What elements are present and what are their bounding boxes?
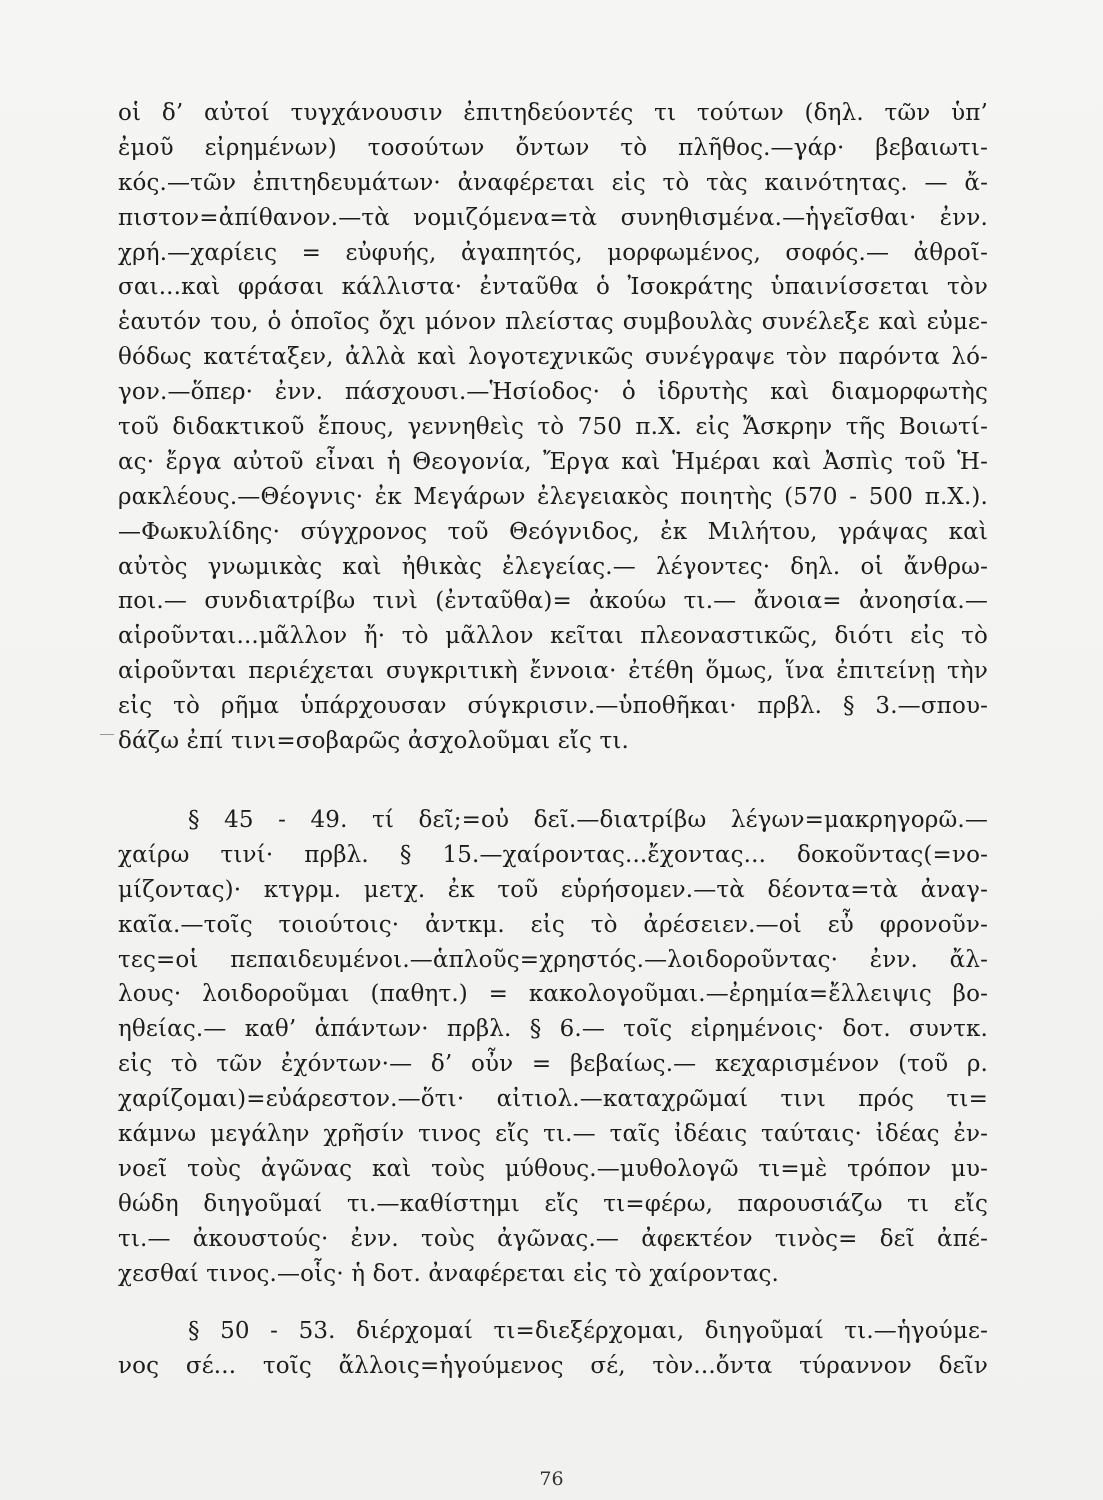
text-line: χεσθαί τινος.—οἷς· ἡ δοτ. ἀναφέρεται εἰς τὸ χαίροντας. — [118, 1260, 780, 1287]
text-line: μίζοντας)· κτγρμ. μετχ. ἐκ τοῦ εὑρήσομεν.—τὰ δέοντα=τὰ ἀναγ- — [118, 876, 988, 903]
text-line: σαι...καὶ φράσαι κάλλιστα· ἐνταῦθα ὁ Ἰσοκράτης ὑπαινίσσεται τὸν — [118, 274, 988, 301]
text-line: αἱροῦνται περιέχεται συγκριτικὴ ἔννοια· ἐτέθη ὅμως, ἵνα ἐπιτείνῃ τὴν — [118, 658, 988, 685]
text-line: θόδως κατέταξεν, ἀλλὰ καὶ λογοτεχνικῶς συνέγραψε τὸν παρόντα λό- — [118, 344, 988, 371]
text-line: τοῦ διδακτικοῦ ἔπους, γεννηθεὶς τὸ 750 π.Χ. εἰς Ἄσκρην τῆς Βοιωτί- — [118, 414, 988, 441]
text-line: § 50 - 53. διέρχομαί τι=διεξέρχομαι, διηγοῦμαί τι.—ἡγούμε- — [188, 1318, 988, 1344]
text-line: θώδη διηγοῦμαί τι.—καθίστημι εἴς τι=φέρω, παρουσιάζω τι εἴς — [118, 1190, 988, 1217]
paragraph-commentary-intro — [118, 96, 988, 759]
text-line: —Φωκυλίδης· σύγχρονος τοῦ Θεόγνιδος, ἐκ Μιλήτου, γράψας καὶ — [118, 518, 988, 545]
text-line: εἰς τὸ τῶν ἐχόντων·— δ’ οὖν = βεβαίως.— κεχαρισμένον (τοῦ ρ. — [118, 1051, 988, 1078]
text-line: γον.—ὅπερ· ἐνν. πάσχουσι.—Ἡσίοδος· ὁ ἱδρυτὴς καὶ διαμορφωτὴς — [118, 379, 988, 406]
paragraph-section-50-53 — [118, 1314, 988, 1384]
text-line: οἱ δ’ αὐτοί τυγχάνουσιν ἐπιτηδεύοντές τι τούτων (δηλ. τῶν ὑπ’ — [118, 100, 988, 126]
text-line: ἐμοῦ εἰρημένων) τοσούτων ὄντων τὸ πλῆθος.—γάρ· βεβαιωτι- — [118, 134, 988, 161]
text-line: ας· ἔργα αὐτοῦ εἶναι ἡ Θεογονία, Ἔργα καὶ Ἡμέραι καὶ Ἀσπὶς τοῦ Ἡ- — [118, 448, 988, 475]
text-line: χρή.—χαρίεις = εὐφυής, ἀγαπητός, μορφωμένος, σοφός.— ἀθροῖ- — [118, 239, 988, 266]
text-line: ρακλέους.—Θέογνις· ἐκ Μεγάρων ἐλεγειακὸς ποιητὴς (570 - 500 π.Χ.). — [118, 483, 988, 510]
text-line: κός.—τῶν ἐπιτηδευμάτων· ἀναφέρεται εἰς τὸ τὰς καινότητας. — ἄ- — [118, 169, 988, 196]
text-line: ἑαυτόν του, ὁ ὁποῖος ὄχι μόνον πλείστας συμβουλὰς συνέλεξε καὶ εὐμε- — [118, 309, 988, 336]
text-line: χαίρω τινί· πρβλ. § 15.—χαίροντας...ἔχοντας... δοκοῦντας(=νο- — [118, 841, 988, 868]
text-line: νος σέ... τοῖς ἄλλοις=ἡγούμενος σέ, τὸν...ὄντα τύραννον δεῖν — [118, 1352, 988, 1379]
text-line: τι.— ἀκουστούς· ἐνν. τοὺς ἀγῶνας.— ἀφεκτέον τινὸς= δεῖ ἀπέ- — [118, 1225, 988, 1252]
text-line: αἱροῦνται...μᾶλλον ἤ· τὸ μᾶλλον κεῖται πλεοναστικῶς, διότι εἰς τὸ — [118, 623, 988, 650]
text-line: εἰς τὸ ρῆμα ὑπάρχουσαν σύγκρισιν.—ὑποθῆκαι· πρβλ. § 3.—σπου- — [118, 693, 988, 720]
text-line: ποι.— συνδιατρίβω τινὶ (ἐνταῦθα)= ἀκούω τι.— ἄνοια= ἀνοησία.— — [118, 588, 988, 615]
text-line: κάμνω μεγάλην χρῆσίν τινος εἴς τι.— ταῖς ἰδέαις ταύταις· ἰδέας ἐν- — [118, 1121, 988, 1148]
margin-mark — [100, 734, 114, 735]
page-number: 76 — [539, 1468, 564, 1490]
text-line: λους· λοιδοροῦμαι (παθητ.) = κακολογοῦμαι.—ἐρημία=ἔλλειψις βο- — [118, 981, 988, 1008]
text-line: χαρίζομαι)=εὐάρεστον.—ὅτι· αἰτιολ.—καταχρῶμαί τινι πρός τι= — [118, 1086, 988, 1113]
text-line: δάζω ἐπί τινι=σοβαρῶς ἀσχολοῦμαι εἴς τι. — [118, 728, 629, 755]
text-line: αὐτὸς γνωμικὰς καὶ ἠθικὰς ἐλεγείας.— λέγοντες· δηλ. οἱ ἄνθρω- — [118, 553, 988, 580]
text-line: νοεῖ τοὺς ἀγῶνας καὶ τοὺς μύθους.—μυθολογῶ τι=μὲ τρόπον μυ- — [118, 1155, 988, 1182]
text-line: πιστον=ἀπίθανον.—τὰ νομιζόμενα=τὰ συνηθισμένα.—ἡγεῖσθαι· ἐνν. — [118, 204, 988, 231]
text-line: § 45 - 49. τί δεῖ;=οὐ δεῖ.—διατρίβω λέγων=μακρηγορῶ.— — [188, 807, 988, 833]
text-line: ηθείας.— καθ’ ἁπάντων· πρβλ. § 6.— τοῖς εἰρημένοις· δοτ. συντκ. — [118, 1016, 988, 1043]
text-line: καῖα.—τοῖς τοιούτοις· ἀντκμ. εἰς τὸ ἀρέσειεν.—οἱ εὖ φρονοῦν- — [118, 911, 988, 938]
text-line: τες=οἱ πεπαιδευμένοι.—ἁπλοῦς=χρηστός.—λοιδοροῦντας· ἐνν. ἄλ- — [118, 946, 988, 973]
paragraph-section-45-49 — [118, 803, 988, 1291]
